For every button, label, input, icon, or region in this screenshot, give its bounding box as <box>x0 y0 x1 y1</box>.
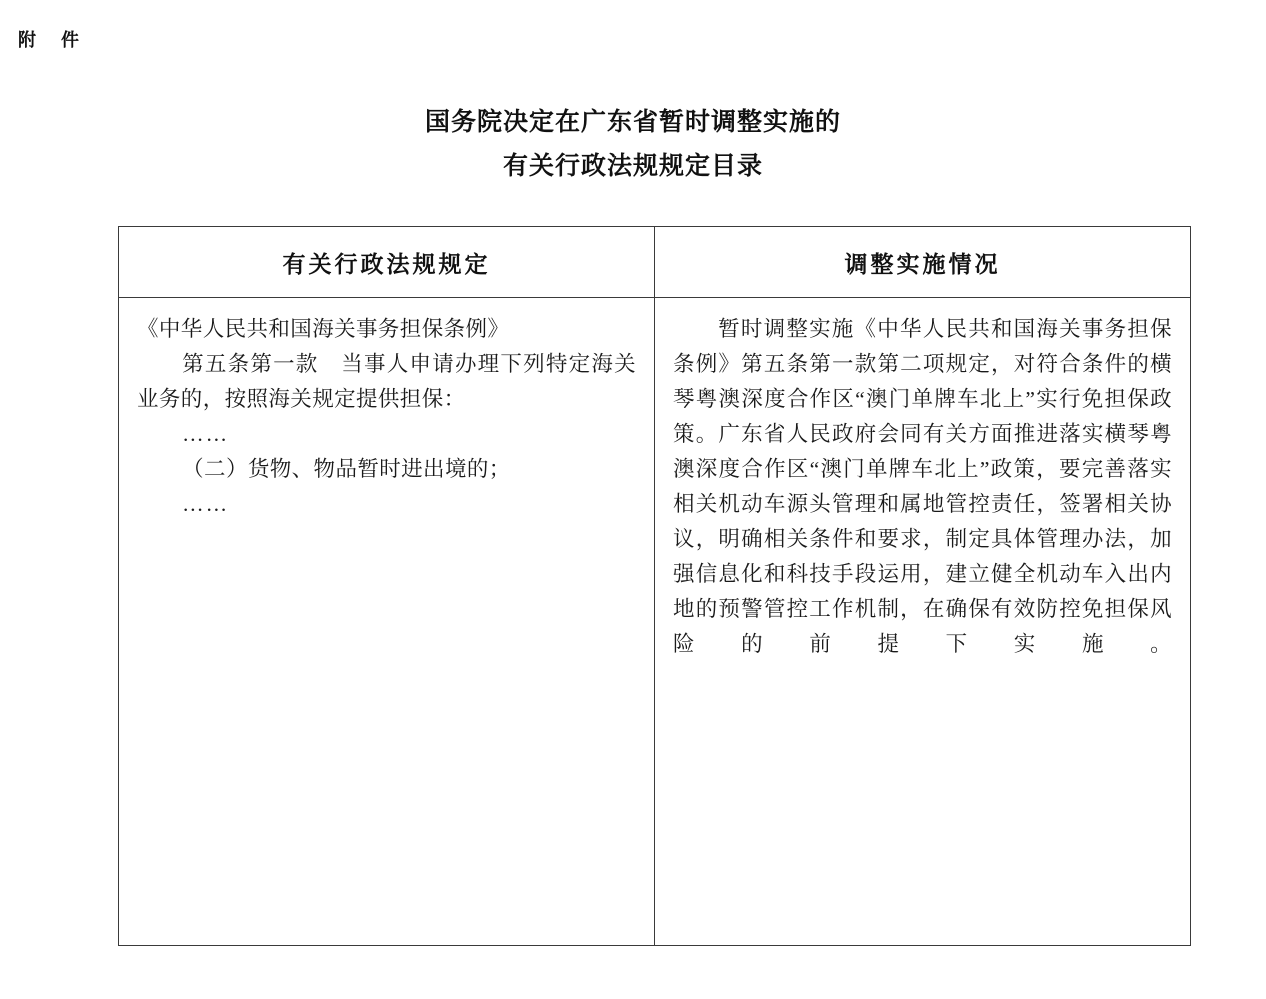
page-title <box>0 100 1266 188</box>
catalog-table-container <box>118 226 1190 946</box>
column-header-regulation: 有关行政法规规定 <box>119 227 655 298</box>
regulation-ellipsis-2: …… <box>182 492 230 516</box>
regulation-paragraph-1: 《中华人民共和国海关事务担保条例》 <box>137 317 510 341</box>
attachment-label: 附 件 <box>18 30 90 50</box>
table-row <box>119 298 1191 946</box>
regulation-paragraph-3: （二）货物、物品暂时进出境的； <box>182 457 511 481</box>
regulation-ellipsis-1: …… <box>182 422 230 446</box>
column-header-adjustment: 调整实施情况 <box>655 227 1191 298</box>
page-title-line-1: 国务院决定在广东省暂时调整实施的 <box>424 108 841 136</box>
cell-regulation <box>119 298 655 946</box>
regulation-paragraph-2: 第五条第一款 当事人申请办理下列特定海关业务的，按照海关规定提供担保： <box>137 352 636 411</box>
page-title-line-2: 有关行政法规规定目录 <box>502 152 763 180</box>
catalog-table <box>118 226 1191 946</box>
adjustment-paragraph-1: 暂时调整实施《中华人民共和国海关事务担保条例》第五条第一款第二项规定，对符合条件的横琴粤澳深度合作区“澳门单牌车北上”实行免担保政策。广东省人民政府会同有关方面推进落实横琴粤澳深度合作区“澳门单牌车北上”政策，要完善落实相关机动车源头管理和属地管控责任，签署相关协议，明确相关条件和要求，制定具体管理办法，加强信息化和科技手段运用，建立健全机动车入出内地的预警管控工作机制，在确保有效防控免担保风险的前提下实施。 <box>673 317 1172 656</box>
cell-adjustment <box>655 298 1191 946</box>
table-header-row <box>119 227 1191 298</box>
